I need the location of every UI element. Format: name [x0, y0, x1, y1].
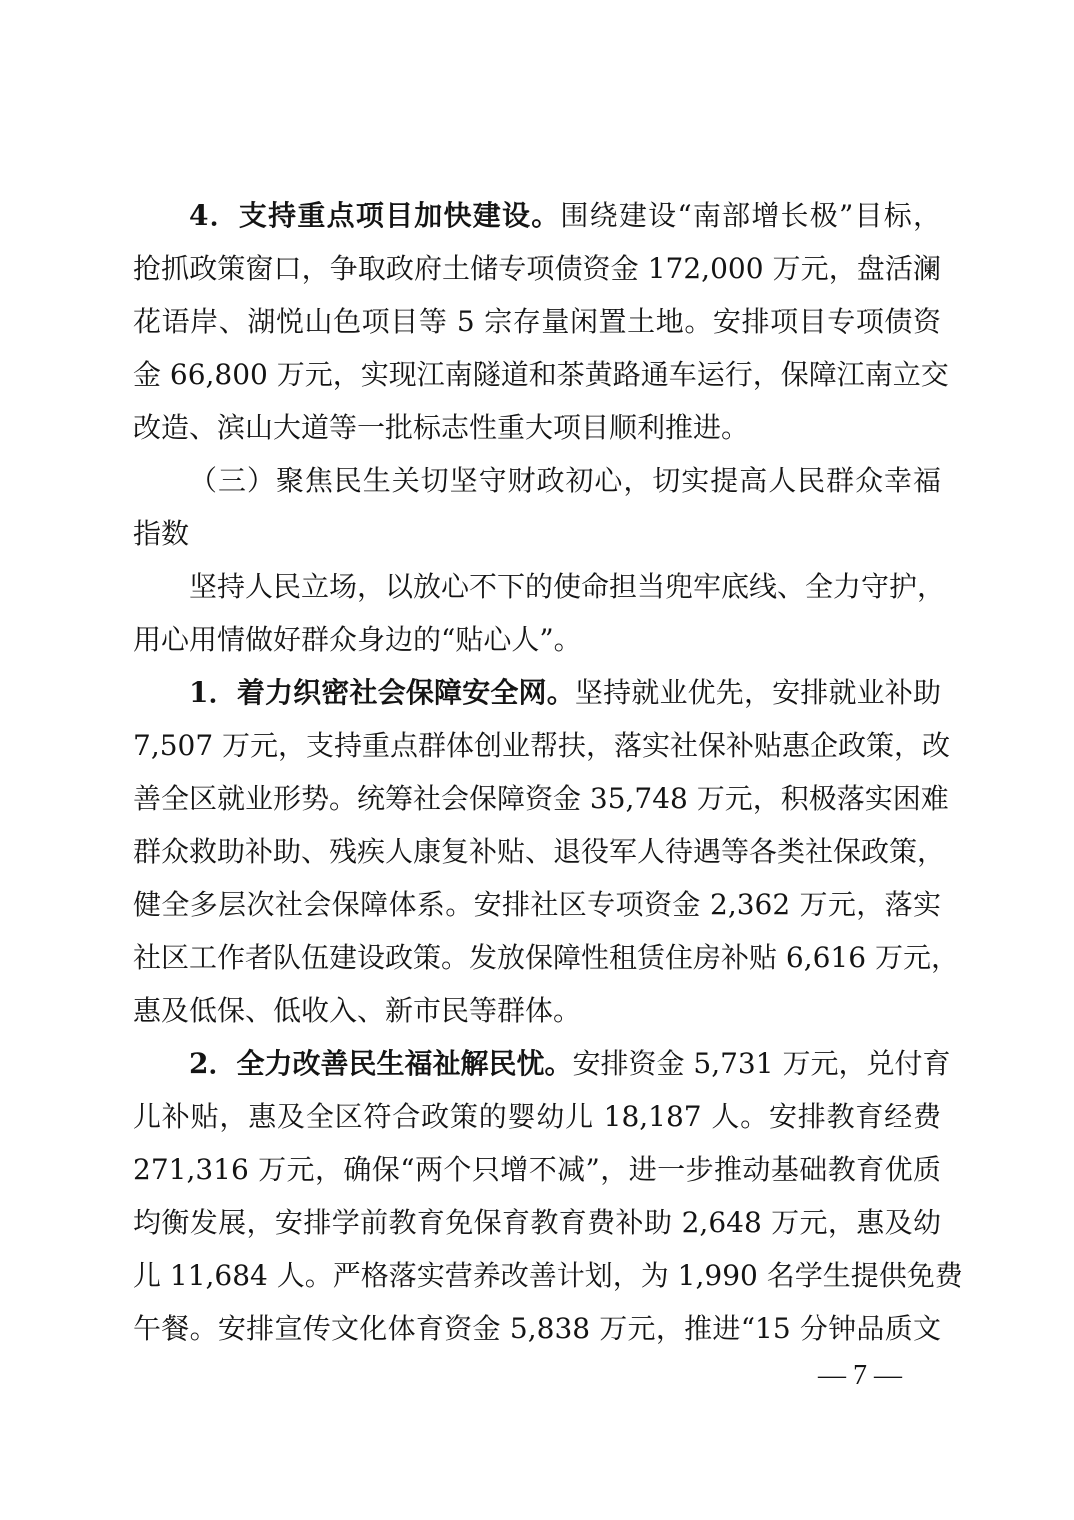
- text-line: [133, 726, 951, 766]
- bold-heading: 2．全力改善民生福祉解民忧。: [189, 1047, 573, 1080]
- line-text: 善全区就业形势。统筹社会保障资金 35,748 万元，积极落实困难: [133, 782, 949, 815]
- line-text: 金 66,800 万元，实现江南隧道和茶黄路通车运行，保障江南立交: [133, 358, 949, 391]
- line-text: 惠及低保、低收入、新市民等群体。: [133, 994, 582, 1027]
- page-number: — 7 —: [818, 1360, 902, 1391]
- line-text: 坚持人民立场，以放心不下的使命担当兜牢底线、全力守护，: [189, 570, 946, 603]
- line-text: 儿补贴，惠及全区符合政策的婴幼儿 18,187 人。安排教育经费: [133, 1100, 941, 1133]
- text-line: [133, 249, 941, 289]
- bold-heading: 4．支持重点项目加快建设。: [189, 199, 561, 232]
- text-line: [133, 779, 949, 819]
- line-text: 均衡发展，安排学前教育免保育教育费补助 2,648 万元，惠及幼: [133, 1206, 941, 1239]
- line-text: 用心用情做好群众身边的“贴心人”。: [133, 623, 582, 656]
- section-heading-line: [133, 514, 941, 554]
- bold-heading: 1．着力织密社会保障安全网。: [189, 676, 575, 709]
- text-line: [133, 620, 941, 660]
- line-text: 271,316 万元，确保“两个只增不减”，进一步推动基础教育优质: [133, 1153, 941, 1186]
- text-line: [133, 885, 941, 925]
- text-line: [133, 832, 946, 872]
- text-line: [189, 1044, 951, 1084]
- text-line: [133, 1309, 941, 1349]
- text-line: [189, 567, 946, 607]
- text-line: [133, 1256, 963, 1296]
- text-line: [133, 938, 959, 978]
- text-line: [133, 408, 941, 448]
- section-heading-line: [189, 461, 941, 501]
- text-line: [133, 1150, 941, 1190]
- text-line: [189, 196, 941, 236]
- line-text: 抢抓政策窗口，争取政府土储专项债资金 172,000 万元，盘活澜: [133, 252, 941, 285]
- line-text: 7,507 万元，支持重点群体创业帮扶，落实社保补贴惠企政策，改: [133, 729, 951, 762]
- line-text: 改造、滨山大道等一批标志性重大项目顺利推进。: [133, 411, 750, 444]
- line-text: 安排资金 5,731 万元，兑付育: [572, 1047, 951, 1080]
- text-line: [133, 302, 941, 342]
- line-text: （三）聚焦民生关切坚守财政初心，切实提高人民群众幸福: [189, 464, 941, 497]
- line-text: 儿 11,684 人。严格落实营养改善计划，为 1,990 名学生提供免费: [133, 1259, 963, 1292]
- text-line: [133, 1203, 941, 1243]
- line-text: 指数: [133, 517, 190, 550]
- line-text: 围绕建设“南部增长极”目标，: [560, 199, 941, 232]
- text-line: [133, 1097, 941, 1137]
- text-line: [133, 991, 941, 1031]
- text-line: [189, 673, 941, 713]
- line-text: 群众救助补助、残疾人康复补贴、退役军人待遇等各类社保政策，: [133, 835, 946, 868]
- line-text: 社区工作者队伍建设政策。发放保障性租赁住房补贴 6,616 万元，: [133, 941, 959, 974]
- line-text: 花语岸、湖悦山色项目等 5 宗存量闲置土地。安排项目专项债资: [133, 305, 941, 338]
- text-line: [133, 355, 949, 395]
- line-text: 坚持就业优先，安排就业补助: [574, 676, 942, 709]
- line-text: 健全多层次社会保障体系。安排社区专项资金 2,362 万元，落实: [133, 888, 941, 921]
- line-text: 午餐。安排宣传文化体育资金 5,838 万元，推进“15 分钟品质文: [133, 1312, 941, 1345]
